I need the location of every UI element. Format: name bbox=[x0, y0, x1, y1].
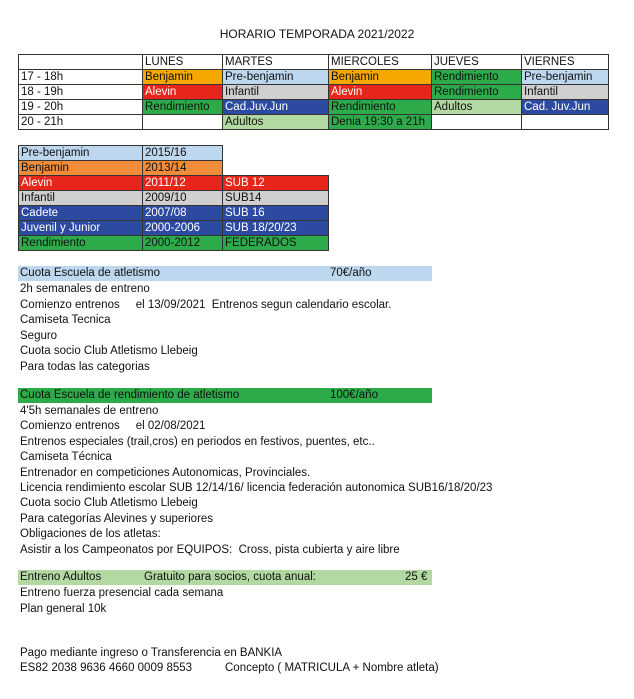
payment-iban: ES82 2038 9636 4660 0009 8553 bbox=[20, 662, 193, 674]
schedule-row bbox=[19, 70, 609, 85]
schedule-cell: Adultos bbox=[223, 115, 329, 130]
category-name: Rendimiento bbox=[19, 236, 143, 251]
category-row bbox=[19, 206, 329, 221]
schedule-cell: Cad. Juv.Jun bbox=[522, 100, 609, 115]
category-row bbox=[19, 191, 329, 206]
payment-line: Pago mediante ingreso o Transferencia en BANKIA bbox=[20, 647, 283, 659]
schedule-table bbox=[18, 54, 609, 130]
schedule-header-cell: LUNES bbox=[143, 55, 223, 70]
schedule-cell bbox=[432, 115, 522, 130]
page-title: HORARIO TEMPORADA 2021/2022 bbox=[219, 27, 415, 41]
category-name: Infantil bbox=[19, 191, 143, 206]
schedule-time: 20 - 21h bbox=[19, 115, 143, 130]
text-line: Para categorías Alevines y superiores bbox=[20, 512, 214, 525]
schedule-row bbox=[19, 85, 609, 100]
schedule-time: 18 - 19h bbox=[19, 85, 143, 100]
schedule-cell bbox=[522, 115, 609, 130]
text-line: Para todas las categorias bbox=[20, 360, 150, 373]
text-line: Obligaciones de los atletas: bbox=[20, 528, 161, 541]
adultos-label: Entreno Adultos bbox=[20, 571, 102, 583]
escuela-price: 70€/año bbox=[330, 267, 372, 279]
category-name: Cadete bbox=[19, 206, 143, 221]
rendimiento-label: Cuota Escuela de rendimiento de atletismo bbox=[20, 389, 240, 401]
schedule-cell: Denia 19:30 a 21h bbox=[329, 115, 432, 130]
category-name: Juvenil y Junior bbox=[19, 221, 143, 236]
category-row bbox=[19, 146, 329, 161]
adultos-price: 25 € bbox=[405, 571, 428, 583]
schedule-row bbox=[19, 100, 609, 115]
schedule-row bbox=[19, 115, 609, 130]
adultos-desc: Gratuito para socios, cuota anual: bbox=[144, 571, 316, 583]
rendimiento-price: 100€/año bbox=[330, 389, 378, 401]
schedule-cell: Alevin bbox=[143, 85, 223, 100]
schedule-cell: Rendimiento bbox=[432, 70, 522, 85]
category-sub: FEDERADOS bbox=[223, 236, 329, 251]
text-line: Camiseta Tecnica bbox=[20, 314, 111, 326]
text-line: Asistir a los Campeonatos por EQUIPOS: Cross, pista cubierta y aire libre bbox=[20, 543, 400, 556]
category-sub: SUB 12 bbox=[223, 176, 329, 191]
schedule-header-cell: JUEVES bbox=[432, 55, 522, 70]
text-line: 4'5h semanales de entreno bbox=[20, 405, 159, 417]
schedule-cell: Benjamin bbox=[329, 70, 432, 85]
schedule-cell: Cad.Juv.Jun bbox=[223, 100, 329, 115]
category-years: 2013/14 bbox=[143, 161, 223, 176]
schedule-cell bbox=[143, 115, 223, 130]
categories-table bbox=[18, 145, 329, 251]
text-line: Comienzo entrenos el 02/08/2021 bbox=[20, 420, 206, 433]
schedule-cell: Adultos bbox=[432, 100, 522, 115]
schedule-cell: Pre-benjamin bbox=[223, 70, 329, 85]
schedule-header-row bbox=[19, 55, 609, 70]
schedule-header-cell bbox=[19, 55, 143, 70]
category-sub bbox=[223, 161, 329, 176]
text-line: Camiseta Técnica bbox=[20, 451, 112, 464]
schedule-header-cell: VIERNES bbox=[522, 55, 609, 70]
text-line: Cuota socio Club Atletismo Llebeig bbox=[20, 345, 198, 357]
category-row bbox=[19, 236, 329, 251]
category-row bbox=[19, 176, 329, 191]
text-line: Comienzo entrenos el 13/09/2021 Entrenos segun calendario escolar. bbox=[20, 298, 392, 311]
text-line: Cuota socio Club Atletismo Llebeig bbox=[20, 497, 198, 510]
category-name: Alevin bbox=[19, 176, 143, 191]
category-row bbox=[19, 161, 329, 176]
schedule-cell: Rendimiento bbox=[329, 100, 432, 115]
category-name: Pre-benjamin bbox=[19, 146, 143, 161]
category-sub: SUB14 bbox=[223, 191, 329, 206]
text-line: Plan general 10k bbox=[20, 602, 107, 615]
schedule-header-cell: MARTES bbox=[223, 55, 329, 70]
schedule-cell: Rendimiento bbox=[432, 85, 522, 100]
schedule-time: 17 - 18h bbox=[19, 70, 143, 85]
text-line: Entrenador en competiciones Autonomicas, Provinciales. bbox=[20, 466, 311, 479]
schedule-cell: Pre-benjamin bbox=[522, 70, 609, 85]
schedule-time: 19 - 20h bbox=[19, 100, 143, 115]
category-sub: SUB 16 bbox=[223, 206, 329, 221]
category-row bbox=[19, 221, 329, 236]
schedule-cell: Infantil bbox=[522, 85, 609, 100]
category-sub: SUB 18/20/23 bbox=[223, 221, 329, 236]
category-years: 2009/10 bbox=[143, 191, 223, 206]
category-years: 2015/16 bbox=[143, 146, 223, 161]
payment-concept: Concepto ( MATRICULA + Nombre atleta) bbox=[225, 662, 439, 674]
schedule-header-cell: MIERCOLES bbox=[329, 55, 432, 70]
text-line: Seguro bbox=[20, 329, 58, 342]
schedule-cell: Alevin bbox=[329, 85, 432, 100]
text-line: Entreno fuerza presencial cada semana bbox=[20, 587, 224, 599]
schedule-cell: Infantil bbox=[223, 85, 329, 100]
category-years: 2000-2012 bbox=[143, 236, 223, 251]
category-years: 2011/12 bbox=[143, 176, 223, 191]
text-line: 2h semanales de entreno bbox=[20, 283, 150, 295]
category-name: Benjamin bbox=[19, 161, 143, 176]
category-years: 2000-2006 bbox=[143, 221, 223, 236]
escuela-label: Cuota Escuela de atletismo bbox=[20, 267, 160, 279]
schedule-cell: Benjamin bbox=[143, 70, 223, 85]
schedule-cell: Rendimiento bbox=[143, 100, 223, 115]
category-years: 2007/08 bbox=[143, 206, 223, 221]
text-line: Licencia rendimiento escolar SUB 12/14/16/ licencia federación autonomica SUB16/18/20/23 bbox=[20, 482, 493, 494]
text-line: Entrenos especiales (trail,cros) en periodos en festivos, puentes, etc.. bbox=[20, 435, 375, 448]
category-sub bbox=[223, 146, 329, 161]
